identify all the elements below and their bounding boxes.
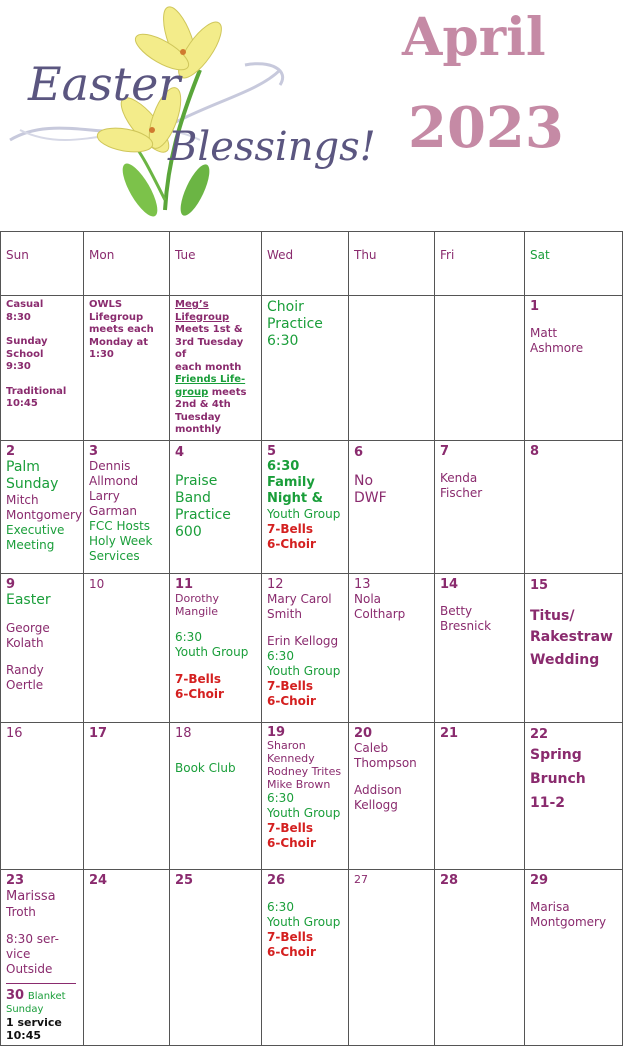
owls-line2: Lifegroup <box>89 311 144 323</box>
bells: 7-Bells <box>267 678 313 693</box>
name-line1: George <box>6 620 50 635</box>
choir-line3: 6:30 <box>267 333 299 349</box>
cell-apr-10 <box>84 573 170 722</box>
event-line2: Holy Week <box>89 533 153 548</box>
cell-apr-12 <box>262 573 349 722</box>
owls-line5: 1:30 <box>89 349 114 360</box>
name-line1: Sharon <box>267 738 306 752</box>
weekday-header-row <box>1 232 623 296</box>
cell-apr-27 <box>349 869 435 1046</box>
divider <box>6 983 76 984</box>
year-title: 2023 <box>408 95 564 161</box>
event-line3: Night & <box>267 490 323 506</box>
day-number: 3 <box>89 443 99 459</box>
day-number: 15 <box>530 577 549 593</box>
cell-apr-5 <box>262 440 349 573</box>
weekday-sat: Sat <box>525 232 623 296</box>
name-line1: Dorothy <box>175 591 220 605</box>
owls-line4: Monday at <box>89 336 149 348</box>
cell-apr-24 <box>84 869 170 1046</box>
cell-mon-notes <box>84 296 170 441</box>
youth-time: 6:30 <box>267 648 294 663</box>
cell-apr-16 <box>1 722 84 869</box>
bells: 7-Bells <box>267 820 313 835</box>
day-number: 24 <box>89 872 108 888</box>
day-number: 2 <box>6 443 16 459</box>
blanket-label: Blanket <box>27 990 66 1002</box>
day-number: 1 <box>530 299 540 314</box>
cell-apr-21 <box>435 722 525 869</box>
day-number: 4 <box>175 444 185 460</box>
name-line2: Montgomery <box>6 507 83 522</box>
week-row-2 <box>1 440 623 573</box>
choir-line1: Choir <box>267 299 304 315</box>
event-line2: Rakestraw <box>530 628 613 645</box>
day-number: 5 <box>267 443 277 459</box>
name-line3: Addison <box>354 782 402 797</box>
event-line1: Spring <box>530 746 582 763</box>
event-line2: vice Outside <box>6 946 53 976</box>
cell-apr-3 <box>84 440 170 573</box>
name-line2: Montgomery <box>530 914 607 929</box>
event-line3: 11-2 <box>530 794 566 811</box>
event-line2: DWF <box>354 489 387 506</box>
youth-group: Youth Group <box>267 914 341 929</box>
youth-time: 6:30 <box>267 790 294 805</box>
cell-apr-9 <box>1 573 84 722</box>
name-line2: Smith <box>267 606 302 621</box>
name-line2: Fischer <box>440 485 483 500</box>
name-line1: Caleb <box>354 740 389 755</box>
week-row-1 <box>1 296 623 441</box>
event-line3: Services <box>89 548 140 563</box>
day-number: 10 <box>89 576 105 591</box>
traditional-label: Traditional <box>6 385 67 397</box>
name-line2: Allmond <box>89 473 139 488</box>
choir: 6-Choir <box>267 835 316 850</box>
name-line4: Oertle <box>6 677 44 692</box>
casual-label: Casual <box>6 299 44 310</box>
event-line2: Brunch <box>530 770 586 787</box>
day-number: 16 <box>6 725 23 741</box>
cell-thu-empty <box>349 296 435 441</box>
choir: 6-Choir <box>267 536 316 551</box>
blanket-label2: Sunday <box>6 1003 44 1015</box>
day-number: 25 <box>175 872 194 888</box>
friends-line1: Friends Life- <box>175 374 246 385</box>
day-number: 11 <box>175 576 194 592</box>
cell-apr-17 <box>84 722 170 869</box>
day-number: 21 <box>440 725 459 741</box>
day-number: 26 <box>267 872 286 888</box>
calendar-header <box>0 0 622 230</box>
cell-apr-1 <box>525 296 623 441</box>
name-line3: Larry <box>89 488 120 503</box>
cell-apr-28 <box>435 869 525 1046</box>
name-line1: Nola <box>354 591 382 606</box>
logo-line1: Easter <box>28 57 181 111</box>
cell-apr-15 <box>525 573 623 722</box>
name-line1: Mary Carol <box>267 591 332 606</box>
cell-apr-2 <box>1 440 84 573</box>
event-line1: Praise Band <box>175 472 218 506</box>
day-number-30: 30 <box>6 987 25 1003</box>
cell-wed-notes <box>262 296 349 441</box>
event-line1: No <box>354 472 374 489</box>
palm-line1: Palm <box>6 458 40 475</box>
meeting-line2: Meeting <box>6 537 55 552</box>
name-line1: Betty <box>440 603 473 618</box>
birthday-name2: Ashmore <box>530 341 584 355</box>
palm-line2: Sunday <box>6 475 59 492</box>
friends-line6: monthly <box>175 424 222 435</box>
day-number: 8 <box>530 443 540 459</box>
week-row-4 <box>1 722 623 869</box>
youth-group: Youth Group <box>175 644 249 659</box>
name-line2: Kolath <box>6 635 44 650</box>
bells: 7-Bells <box>267 929 313 944</box>
cell-apr-18 <box>170 722 262 869</box>
cell-sun-notes <box>1 296 84 441</box>
name-line2: Coltharp <box>354 606 406 621</box>
logo-line2: Blessings! <box>168 124 376 170</box>
birthday-name1: Matt <box>530 326 558 340</box>
name-line1: Dennis <box>89 458 131 473</box>
month-title: April <box>402 7 546 68</box>
cell-apr-14 <box>435 573 525 722</box>
cell-apr-11 <box>170 573 262 722</box>
week-row-3 <box>1 573 623 722</box>
day-number: 6 <box>354 444 364 460</box>
megs-line2: Lifegroup <box>175 311 230 323</box>
traditional-time: 10:45 <box>6 398 38 409</box>
youth-group: Youth Group <box>267 805 341 820</box>
name-line4: Mike Brown <box>267 777 331 791</box>
name-line2: Kennedy <box>267 751 315 765</box>
event-line2: Family <box>267 474 315 490</box>
cell-apr-19 <box>262 722 349 869</box>
event-line2: Practice <box>175 506 231 523</box>
cell-apr-13 <box>349 573 435 722</box>
day-number: 28 <box>440 872 459 888</box>
name-line1: Kenda <box>440 470 478 485</box>
weekday-sun: Sun <box>1 232 84 296</box>
name-line2: Bresnick <box>440 618 492 633</box>
friends-line2: group <box>175 386 209 398</box>
day-number: 14 <box>440 576 459 592</box>
meeting-line1: Executive <box>6 522 65 537</box>
megs-line1: Meg’s <box>175 299 209 310</box>
easter-lily-logo <box>0 0 376 220</box>
choir-line2: Practice <box>267 316 323 332</box>
megs-line4: 3rd Tuesday of <box>175 336 244 360</box>
name-line2: Mangile <box>175 604 219 618</box>
friends-line5: Tuesday <box>175 411 221 423</box>
name-line3: Randy <box>6 662 44 677</box>
day-number: 22 <box>530 726 549 742</box>
day-number: 9 <box>6 576 16 592</box>
cell-apr-25 <box>170 869 262 1046</box>
choir: 6-Choir <box>267 693 316 708</box>
week-row-5 <box>1 869 623 1046</box>
cell-apr-29 <box>525 869 623 1046</box>
cell-apr-4 <box>170 440 262 573</box>
service-line2: 10:45 <box>6 1029 42 1042</box>
name-line3: Erin Kellogg <box>267 633 339 648</box>
choir: 6-Choir <box>267 944 316 959</box>
day-number: 19 <box>267 724 286 740</box>
cell-apr-20 <box>349 722 435 869</box>
day-number: 7 <box>440 443 450 459</box>
event-line1: FCC Hosts <box>89 518 151 533</box>
cell-apr-8 <box>525 440 623 573</box>
calendar-grid <box>0 231 623 1046</box>
megs-line3: Meets 1st & <box>175 324 243 335</box>
bells: 7-Bells <box>267 521 313 536</box>
sunday-school-time: 9:30 <box>6 361 31 372</box>
cell-apr-26 <box>262 869 349 1046</box>
name-line2: Thompson <box>354 755 417 770</box>
choir: 6-Choir <box>175 686 224 701</box>
day-number: 20 <box>354 725 373 741</box>
name-line2: Troth <box>6 904 36 919</box>
owls-line1: OWLS <box>89 299 123 310</box>
weekday-thu: Thu <box>349 232 435 296</box>
casual-time: 8:30 <box>6 311 31 323</box>
weekday-mon: Mon <box>84 232 170 296</box>
cell-apr-6 <box>349 440 435 573</box>
easter-label: Easter <box>6 591 51 608</box>
day-number: 29 <box>530 872 549 888</box>
name-line4: Kellogg <box>354 797 398 812</box>
event-line1: Book Club <box>175 760 236 775</box>
youth-time: 6:30 <box>175 629 202 644</box>
name-line4: Garman <box>89 503 138 518</box>
name-line1: Marissa <box>6 888 56 904</box>
day-number: 18 <box>175 725 192 741</box>
event-line1: 6:30 <box>267 458 300 474</box>
day-number: 27 <box>354 872 368 886</box>
megs-line5: each month <box>175 361 242 373</box>
friends-line3: meets <box>211 386 247 398</box>
cell-apr-23-30 <box>1 869 84 1046</box>
cell-tue-notes <box>170 296 262 441</box>
weekday-fri: Fri <box>435 232 525 296</box>
friends-line4: 2nd & 4th <box>175 399 231 410</box>
day-number: 17 <box>89 725 108 741</box>
event-line1: 8:30 ser- <box>6 931 59 946</box>
youth-time: 6:30 <box>267 899 294 914</box>
sunday-school-label2: School <box>6 348 44 360</box>
cell-fri-empty <box>435 296 525 441</box>
name-line3: Rodney Trites <box>267 764 342 778</box>
event-line1: Titus/ <box>530 607 575 624</box>
youth-group: Youth Group <box>267 506 341 521</box>
cell-apr-7 <box>435 440 525 573</box>
name-line1: Marisa <box>530 899 570 914</box>
owls-line3: meets each <box>89 324 154 335</box>
name-line1: Mitch <box>6 492 39 507</box>
event-line3: Wedding <box>530 651 600 668</box>
weekday-tue: Tue <box>170 232 262 296</box>
day-number: 12 <box>267 576 284 592</box>
service-line1: 1 service <box>6 1016 62 1029</box>
cell-apr-22 <box>525 722 623 869</box>
youth-group: Youth Group <box>267 663 341 678</box>
bells: 7-Bells <box>175 671 221 686</box>
weekday-wed: Wed <box>262 232 349 296</box>
sunday-school-label: Sunday <box>6 336 48 347</box>
day-number: 13 <box>354 576 371 592</box>
event-line3: 600 <box>175 523 202 540</box>
day-number: 23 <box>6 872 25 888</box>
